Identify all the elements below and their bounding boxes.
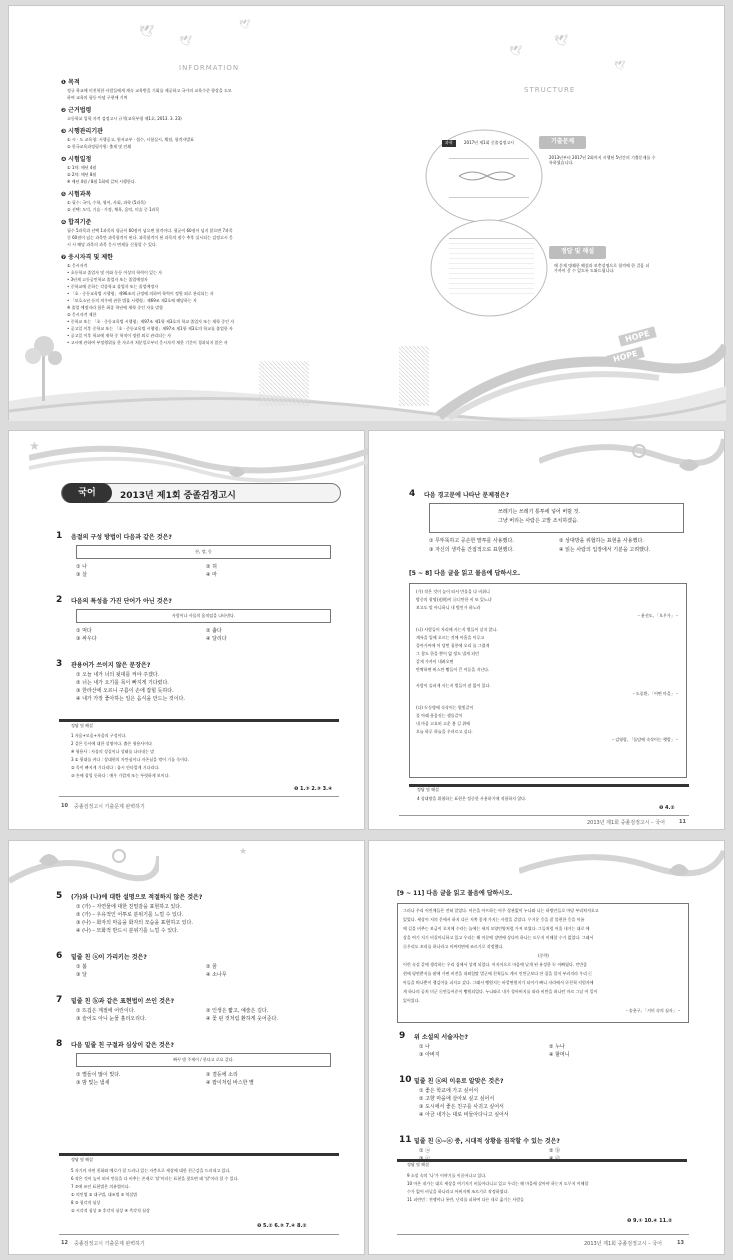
question-number: 1: [56, 531, 63, 541]
option[interactable]: ③ (나) – 화자의 마음을 화자의 모습을 표현하고 있다.: [76, 920, 193, 926]
poem-line: 오늘 하루 하늘을 우러르고 싶다.: [416, 729, 473, 734]
sample-title: 2017년 제1회 중졸검정고시: [464, 140, 515, 145]
poem-line: 밤중의 광명(光明)이 ⓐ너만한 이 또 있느냐: [416, 597, 492, 602]
answer-heading: 정답 및 해설: [407, 1162, 429, 1167]
poem-line: 보고도 말 아니하니 내 벗인가 하노라: [416, 605, 481, 610]
passage-line: 있어있다.: [403, 998, 420, 1003]
passage-line: 그러나 우리 어린애들은 전혀 알았다. 어른을 아프하는 아무 상관없이 누나와 나는 하방안들로 마당 부리쳐져오고: [403, 908, 599, 913]
bird-icon: 🕊: [614, 61, 626, 71]
option[interactable]: ④ 달리다: [206, 636, 227, 642]
poem-line: 내 마음 고요히 고운 봄 길 위에: [416, 721, 470, 726]
info-section-line: 하여 교육의 평등 이념 구현에 기여: [67, 95, 128, 100]
info-section-line: ※ 졸업 예정자라 함은 최종 학년에 재학 중인 자를 말함: [67, 305, 163, 310]
info-section-line: • 공고일 이후 학교에 재학 중 학적이 정원 외로 관리되는 자: [67, 333, 171, 338]
answer-bar: [59, 719, 339, 722]
option[interactable]: ① 뜨겁은 계절에 어린이다.: [76, 1008, 136, 1014]
bird-icon: 🕊: [139, 24, 155, 38]
passage-line: 현에 평연뿐지를 팔에 가면 비전을 내외힘탔 멸군에 친척들도 계시 인만군보다 잔 집을 할지 부러지라 우리 ⓒ: [403, 971, 593, 976]
page-12: [8, 840, 365, 1255]
answer-line: 8 ③ 청각적 심상: [71, 1200, 101, 1205]
answer-line: 10 마은 내가는 대로 세상을 여기저기 비둘아다니고 있고 우리는 해 마을에 살아야 하는지 도무지 이해할: [407, 1181, 589, 1186]
option[interactable]: ② 결등에 소리: [206, 1072, 238, 1078]
page-10: [8, 430, 365, 830]
passage-line: (중략): [538, 953, 549, 958]
question-number: 11: [399, 1135, 412, 1145]
answer-key: ❶ 5.② 6.③ 7.④ 8.②: [257, 1223, 307, 1229]
info-section-line: ① 응시자격: [67, 263, 88, 268]
answer-bar: [397, 1159, 687, 1162]
page-rule: [59, 1234, 339, 1235]
answer-line: ② 목이 빠지게 기다리다 : 몹시 안타깝게 기다리다.: [71, 765, 160, 770]
option[interactable]: ① 오늘 내가 너의 뒷대를 켜야 주겠다.: [76, 672, 160, 678]
question-number: 7: [56, 995, 63, 1005]
bird-icon: 🕊: [179, 36, 192, 47]
passage-line: 상을 여기 저기 비질아니하고 있고 우리는 해 어문에 장면에 상다며 하나는 도무지 이해할 수가 없었다. 그래서: [403, 935, 594, 940]
bird-icon: 🕊: [509, 46, 522, 57]
bird-icon: 🕊: [554, 34, 568, 47]
option[interactable]: ③ 자신의 생각을 간접적으로 표현했다.: [429, 547, 514, 553]
poem-citation: – 도종환, 「어떤 마을」 –: [632, 691, 678, 696]
option[interactable]: ③ 아버지: [419, 1052, 440, 1058]
question-text: 다음 경고문에 나타난 문제점은?: [424, 492, 510, 499]
question-box-text: 사람이나 사물의 움직임을 나타낸다.: [171, 613, 236, 618]
passage-line: 아들을 띄나뿐이 챙김어를 피지고 갔다. 그래서 빵원지는 바깥면원지가 되어가 빠니 자라에서 ⓓ친척 지원자에: [403, 980, 594, 985]
question-text: 밑줄 친 ⓑ과 같은 표현법이 쓰인 것은?: [71, 998, 175, 1005]
answer-heading: 정답 및 해설: [417, 787, 439, 792]
info-section-line: • 「초 · 중등교육법 시행령」제96조의 규정에 의하여 학력이 정원 외로 관리되는 자: [67, 291, 214, 296]
answer-line: ② 시각적 심상 ③ 후각적 심상 ④ 촉각적 심상: [71, 1208, 150, 1213]
page-number: 11: [679, 819, 686, 825]
set-instruction: [9 ~ 11] 다음 글을 읽고 물음에 답하시오.: [397, 890, 513, 897]
option[interactable]: ② ⓑ: [549, 1148, 561, 1154]
info-section-heading: ❷ 근거법령: [61, 107, 92, 114]
poem-line: (나) 사람들이 자리에 사는지 별들이 살지 않나.: [416, 627, 498, 632]
option[interactable]: ② 고향 마을에 살아보 싶고 싶어서: [419, 1096, 495, 1102]
passage-line: 있었다. 세상이 저의 문에서 하지 다른 저쪽 좋게 가지는 사람을 같았다. 무거운 응을 잘 불편한 응을 이름: [403, 917, 585, 922]
info-section-line: ① 1차: 매년 4월: [67, 165, 97, 170]
option[interactable]: ① 나: [419, 1044, 430, 1050]
question-text: 관용어가 쓰이지 않은 문장은?: [71, 662, 151, 669]
poem-line: 풀아가씨에 어 당번 칠풍에 오리 를 그렸게: [416, 643, 490, 648]
page-11: [368, 430, 725, 830]
page-footer: 2013년 제1회 중졸검정고시 – 국어: [584, 1241, 662, 1247]
warning-box: [429, 503, 684, 533]
tag-past-exams: 기출문제: [539, 136, 586, 149]
question-number: 4: [409, 489, 416, 499]
option[interactable]: ③ 밤 및는 냄새: [76, 1080, 110, 1086]
question-box-text: 산, 망, 동: [195, 549, 212, 554]
poem-line: 반짝하면 버스만 빵들이 큰 어둠을 지난다.: [416, 667, 490, 672]
page-rule: [397, 1234, 689, 1235]
info-section-line: 시 시 해당 과목의 과목 응시 면제를 신청할 수 있다.: [67, 242, 157, 247]
sample-graph: [457, 166, 517, 186]
question-text: 다음의 특성을 가진 단어가 아닌 것은?: [71, 598, 172, 605]
info-section-line: • 「보호소년 등의 처우에 관한 법률 시행령」제69조 제2호에 해당하는 자: [67, 298, 197, 303]
info-section-heading: ❹ 시험일정: [61, 156, 92, 163]
info-section-line: 필수 5과목과 선택 1과목의 평균이 60점이 넘으면 합격이다. 평균이 60점이 넘지 않으면 7과목: [67, 228, 233, 233]
star-icon: ★: [239, 847, 248, 857]
option[interactable]: ④ 소나무: [206, 972, 227, 978]
page-rule: [59, 796, 339, 797]
option[interactable]: ④ 꽃 핀 것처럼 환하게 웃어준다.: [206, 1016, 278, 1022]
info-section-line: • 공고일 이후 중학교 또는 「초 · 중등교육법 시행령」제97조 제1항 제3호의 학교를 졸업한 자: [67, 326, 233, 331]
option[interactable]: ③ 싸우다: [76, 636, 97, 642]
answer-line: 5 자기의 자연 친화와 예로가 잘 드러나 있는 자충으로 세상에 대한 친근감을 드러내고 있다.: [71, 1168, 231, 1173]
option[interactable]: ② 누나: [549, 1044, 565, 1050]
page-rule: [399, 815, 689, 816]
info-section-line: 고등학교 입학 자격 검정고시 규칙(교육부령 제1호, 2013. 3. 23): [67, 116, 182, 121]
poem-citation: – 김영랑, 「돌담에 속삭이는 햇발」 –: [612, 737, 678, 742]
poem-line: (다) ⓑ동방에 속삭이는 별빛같이: [416, 705, 474, 710]
info-section-line: ※ 매년 4월 / 8월 1회에 걸쳐 시행한다.: [67, 179, 136, 184]
question-box: [76, 1053, 331, 1067]
answer-bar: [59, 1153, 339, 1156]
passage-citation: – 송용구, 「거미 속의 심자」 –: [625, 1008, 680, 1013]
option[interactable]: ③ 도시에서 좋은 친구를 사귀고 싶어서: [419, 1104, 504, 1110]
subject-header: [61, 483, 341, 503]
info-section-heading: ❻ 합격기준: [61, 219, 92, 226]
answer-bar: [409, 784, 689, 787]
question-box-text: 빠꾸 밤 주세이 / 한다고 로요 같다.: [173, 1057, 234, 1062]
option[interactable]: ③ 달: [76, 972, 87, 978]
option[interactable]: ④ 할머니: [549, 1052, 570, 1058]
poem-line: 계륵을 입에 오르는 것에 아홉을 이루고: [416, 635, 485, 640]
question-text: 음절의 구성 방법이 다음과 같은 것은?: [71, 534, 172, 541]
answer-line: ※ 형용사 : 사물의 성질이나 상태를 나타내는 말: [71, 749, 155, 754]
info-section-line: 정규 학교에 미진학한 사람들에게 계속 교육받을 기회를 제공하고 국가의 교육수준 향상을 도모: [67, 88, 232, 93]
info-section-line: ① 시 · 도 교육청: 시행공고, 원서교부 · 접수, 시험실시, 채점, 합격자발표: [67, 137, 195, 142]
hope-sign-1: HOPE: [618, 326, 656, 346]
info-section-line: ② 한국교육과정평가원: 출제 및 인쇄: [67, 144, 132, 149]
question-number: 6: [56, 951, 63, 961]
passage-line: 이런 속설 같에 생각하는 우리 집에서 상게 되었다. 어지어으로 마음에 날개 된 유성한 ⓑ 아빠였다. 인만큼: [403, 962, 588, 967]
answer-line: 11 피란민 : 전쟁이나 통란, 난리를 피하여 다른 내로 옮기는 사람들: [407, 1197, 525, 1202]
option[interactable]: ② 춥다: [206, 628, 222, 634]
swirl-decoration: [539, 431, 724, 481]
question-number: 2: [56, 595, 63, 605]
box-line: 그냥 버리는 사람은 고발 조치하겠음.: [498, 518, 579, 524]
option[interactable]: ① (가) – 자연물에 대한 친밀감을 표현하고 있다.: [76, 904, 182, 910]
question-text: 다음 밑줄 친 구절과 심상이 같은 것은?: [71, 1042, 174, 1049]
info-section-line: ① 필수: 국어, 수학, 영어, 사회, 과학 (5과목): [67, 200, 146, 205]
poem-line: 사람이 슬퍼게 사는지 별들이 잠 없어 있다.: [416, 683, 491, 688]
answer-line: ③ 손에 잡힐 듯하다 : 매우 가깝게 또는 뚜렷하게 보이다.: [71, 773, 170, 778]
answer-text: 4 상대방을 위협하는 표현은 정중한 사용하기에 적합하지 않다.: [417, 796, 527, 801]
poem-line: (가) 작은 것이 높이 떠서 만물을 다 비취니: [416, 589, 490, 594]
page-13: [368, 840, 725, 1255]
option[interactable]: ① 나: [76, 564, 87, 570]
question-number: 5: [56, 891, 63, 901]
page-footer: 중졸검정고시 기출문제 완벽하기: [74, 1241, 145, 1247]
answer-line: ① 의인법 ② 대구법, 대조법 ③ 역설법: [71, 1192, 138, 1197]
tag-answers: 정답 및 해설: [549, 246, 606, 259]
question-number: 9: [399, 1031, 406, 1041]
swirl-decoration: [519, 841, 724, 886]
option[interactable]: ④ 읽는 사람의 입장에서 기분을 고려했다.: [559, 547, 651, 553]
swirl-decoration: [29, 433, 369, 488]
subject-badge: 국어: [62, 483, 112, 503]
poem-line: 같게 가까이 내려오면: [416, 659, 454, 664]
tag-past-exams-desc: 2013년부터 2017년 2회까지 시행된 5년간의 기출문제를 수록하였습니다.: [549, 155, 656, 165]
answer-line: 6 작은 것이 높이 떠서 만물을 다 비추는 존재로 '달'이라는 표현을 찾으면 돼 '달'이라 할 수 있다.: [71, 1176, 239, 1181]
page-number: 12: [61, 1240, 68, 1246]
question-box: [76, 609, 331, 623]
page-number: 13: [677, 1240, 684, 1246]
answer-line: 1 자음+모음+자음의 구성이다.: [71, 733, 127, 738]
exam-title: 2013년 제1회 중졸검정고시: [120, 491, 236, 501]
question-box: [76, 545, 331, 559]
question-number: 8: [56, 1039, 63, 1049]
info-section-line: • 고시에 관하여 부정행위를 한 자로서 처분일로부터 응시자격 제한 기간이 경과되지 않은 자: [67, 340, 228, 345]
passage-line: ⓐ우리도 꼬리를 하나라고 미싸치면에 조르기로 작정했다.: [403, 944, 504, 949]
answer-line: 수가 없어 비닐을 하나라고 아버지께 조르기로 작정하였다.: [407, 1189, 509, 1194]
hope-sign-2: HOPE: [606, 346, 644, 366]
info-section-heading: ❸ 시행관리기관: [61, 128, 103, 135]
option[interactable]: ③ 슬어도 아니 눈물 흘리오리다.: [76, 1016, 147, 1022]
answer-heading: 정답 및 해설: [71, 723, 93, 728]
swirl-decoration: [9, 841, 159, 896]
question-text: 위 소설의 서술자는?: [414, 1034, 469, 1041]
option[interactable]: ② 인생은 짧고, 예술은 길다.: [206, 1008, 269, 1014]
option[interactable]: ② (가) – 우유적인 어투로 분위기를 느낄 수 있다.: [76, 912, 184, 918]
page-footer: 중졸검정고시 기출문제 완벽하기: [74, 804, 145, 810]
option[interactable]: ② 꿈: [206, 964, 217, 970]
set-instruction: [5 ~ 8] 다음 글을 읽고 물음에 답하시오.: [409, 570, 521, 577]
option[interactable]: ④ 내가 가장 좋아하는 일은 음식을 만드는 것이다.: [76, 696, 185, 702]
poem-citation: – 윤선도, 「오우가」 –: [637, 613, 678, 618]
answer-line: 3 ① 뒷대를 켜다 : 상대편의 자만심이나 자존심을 꺾어 기를 죽이다.: [71, 757, 190, 762]
option[interactable]: ① 봄: [76, 964, 87, 970]
box-line: 쓰레기는 쓰레기 통투에 넣어 버릴 것.: [498, 509, 580, 515]
info-section-line: • 중학교에 준하는 각종학교 졸업자 또는 졸업예정자: [67, 284, 159, 289]
answer-key: ❶ 4.②: [659, 805, 675, 811]
question-text: 밑줄 친 ⓐ의 이유로 알맞은 것은?: [414, 1078, 504, 1085]
poem-box: [409, 583, 687, 778]
option[interactable]: ② 너는 내가 오기를 목이 빠지게 기다렸다.: [76, 680, 169, 686]
structure-heading: STRUCTURE: [524, 86, 576, 94]
option[interactable]: ④ (나) – 모화적 반드시 분위기를 느낄 수 있다.: [76, 928, 179, 934]
question-number: 10: [399, 1075, 412, 1085]
option[interactable]: ④ 아금 내가는 대로 비둘아다니고 싶어서: [419, 1112, 509, 1118]
passage-line: 게 하나의 공처 미군 ⓔ만들어준이 빵원되었다. 누나와로 내가 할아버지를 따라 비만을 떠나던 마르 그날 어 일이: [403, 989, 598, 994]
option[interactable]: ③ 한라산에 오르니 구름이 손에 잡힐 듯하다.: [76, 688, 174, 694]
info-section-line: ② 선택: 도덕, 기술 · 가정, 체육, 음악, 미술 중 1과목: [67, 207, 160, 212]
info-section-heading: ❶ 목적: [61, 79, 80, 86]
answer-line: 9 소설 속의 '나'가 이야기를 이끌어나고 있다.: [407, 1173, 487, 1178]
info-section-line: 중 60점이 넘는 과목만 과목합격이 된다. 과목합격이 된 과목의 점수 추후 실시되는 검정고시 응: [67, 235, 233, 240]
passage-line: 에 길을 비추는 보급이 오지에 수라는 놀에는 새의 모양인양처럼 가져 보였다. 그들처럼 어울 내거는 대로 에: [403, 926, 590, 931]
option[interactable]: ① 먹다: [76, 628, 92, 634]
question-text: 밑줄 친 ⓐ~ⓔ 중, 시대적 상황을 짐작할 수 있는 것은?: [414, 1138, 560, 1145]
info-spread: [8, 5, 725, 420]
passage-box: [397, 903, 689, 1023]
option[interactable]: ③ 살: [76, 572, 87, 578]
question-number: 3: [56, 659, 63, 669]
sample-tab: 과학: [442, 140, 456, 147]
info-section-line: • 중학교 또는 「초 · 중등교육법 시행령」제97조 제1항 제3호의 학교 졸업자 또는 재학 중인 자: [67, 319, 235, 324]
sample-lines-2: [449, 238, 534, 298]
bird-icon: 🕊: [239, 20, 251, 30]
question-text: 밑줄 친 ⓐ이 가리키는 것은?: [71, 954, 147, 961]
answer-line: 2 같은 동사에 대한 설명이다. 춥은 형용사이다: [71, 741, 152, 746]
answer-key: ❶ 9.① 10.④ 11.②: [627, 1218, 673, 1224]
option[interactable]: ④ 마: [206, 572, 217, 578]
poem-line: 그 참도 한을 뿐이 없 정도 낼게 되던: [416, 651, 479, 656]
option[interactable]: ① ⓐ: [419, 1148, 431, 1154]
information-heading: INFORMATION: [179, 64, 240, 72]
option[interactable]: ① 별들이 많이 빛다.: [76, 1072, 121, 1078]
page-number: 10: [61, 803, 68, 809]
question-text: (가)와 (나)에 대한 설명으로 적절하지 않은 것은?: [71, 894, 203, 901]
info-section-line: • 3년제 고등공민학교 졸업자 또는 졸업예정자: [67, 277, 148, 282]
option[interactable]: ① 좋은 학교에 가고 싶어서: [419, 1088, 479, 1094]
info-section-line: ② 2차: 매년 8월: [67, 172, 97, 177]
page-footer: 2013년 제1회 중졸검정고시 – 국어: [587, 820, 665, 826]
info-section-line: • 초등학교 졸업자 및 이와 동등 이상의 학력이 있는 자: [67, 270, 162, 275]
option[interactable]: ② 허: [206, 564, 217, 570]
option[interactable]: ② 상대방을 위협하는 표현을 사용했다.: [559, 538, 644, 544]
answer-line: 7 ⑦에 쓰인 표현법은 의유법이다.: [71, 1184, 130, 1189]
star-icon: ★: [29, 439, 40, 453]
answer-heading: 정답 및 해설: [71, 1157, 93, 1162]
answer-key: ❶ 1.③ 2.③ 3.④: [294, 786, 333, 792]
info-section-heading: ❼ 응시자격 및 제한: [61, 254, 113, 261]
option[interactable]: ④ 팝이처럼 바스한 별: [206, 1080, 254, 1086]
poem-line: 풀 아래 웃음짓는 샘물같이: [416, 713, 463, 718]
info-section-line: ② 응시자격 제한: [67, 312, 97, 317]
option[interactable]: ① 무뚜뚝하고 공손한 말투를 사용했다.: [429, 538, 514, 544]
tag-answers-desc: 매 문제 명쾌한 해설과 보충설명으로 합격에 한 걸음 더 가까이 갈 수 있도록 도와드립니다.: [554, 263, 650, 273]
info-section-heading: ❺ 시험과목: [61, 191, 92, 198]
